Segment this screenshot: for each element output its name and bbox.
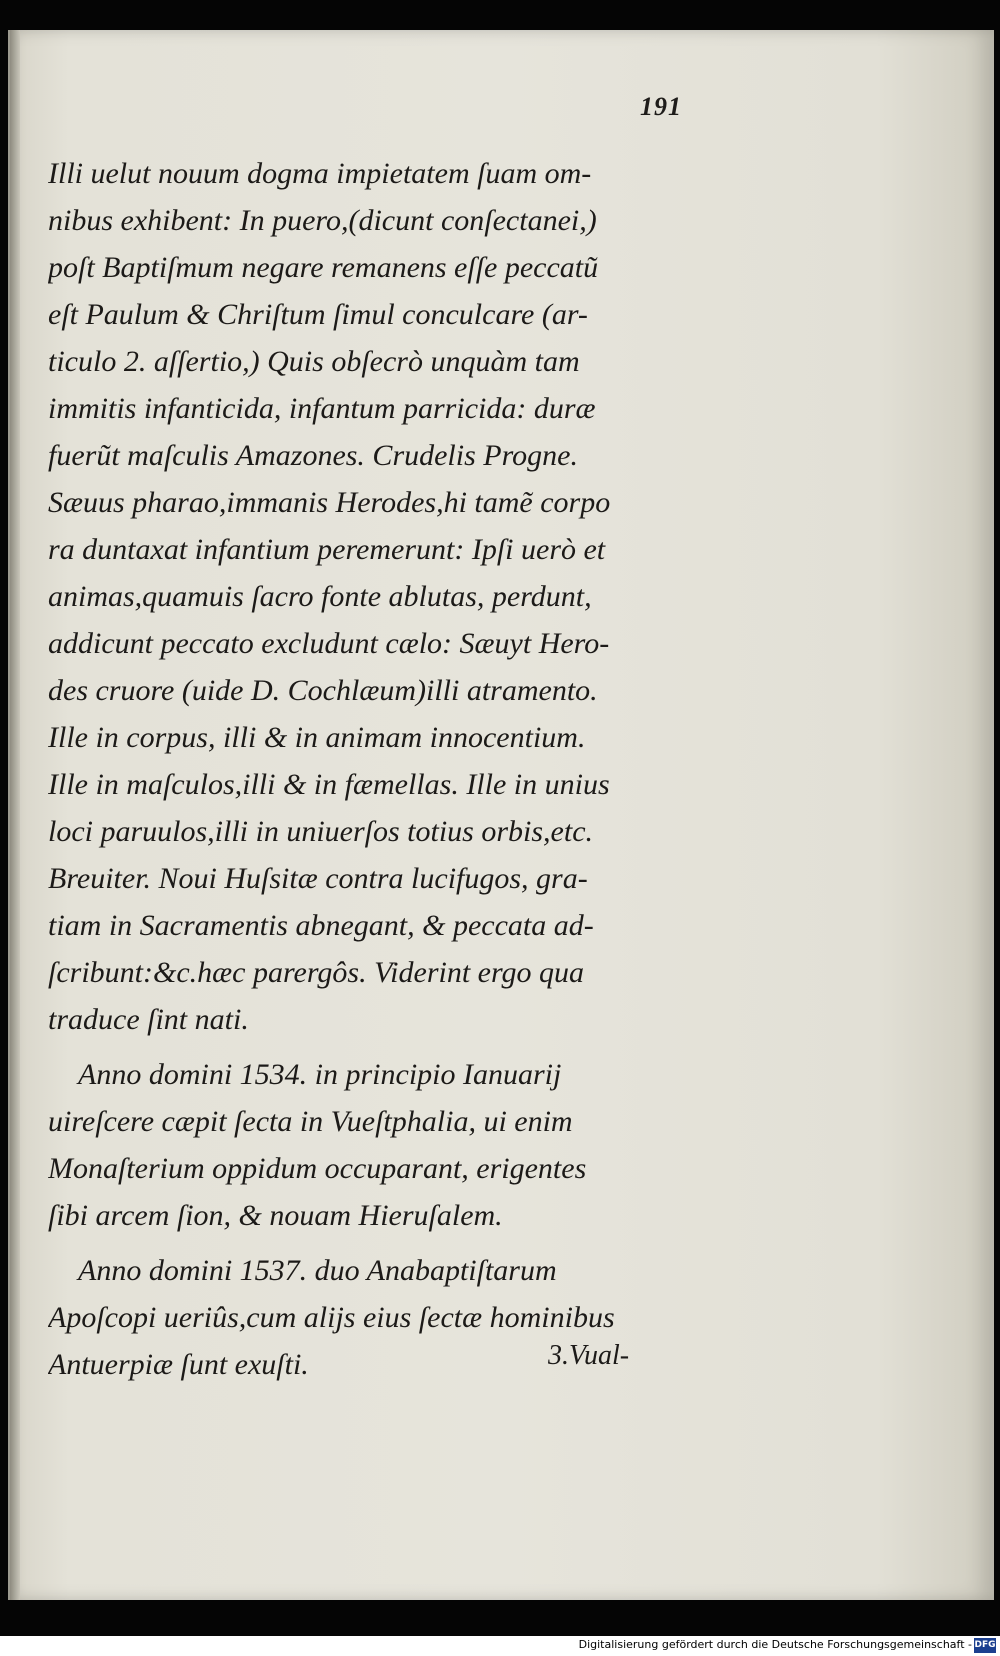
text-line: ra duntaxat infantium peremerunt: Ipſi uerò et: [48, 533, 606, 566]
text-line: ticulo 2. aſſertio,) Quis obſecrò unquàm tam: [48, 345, 580, 378]
text-line: animas,quamuis ſacro fonte ablutas, perdunt,: [48, 580, 592, 613]
digitization-credit: Digitalisierung gefördert durch die Deutsche Forschungsgemeinschaft -: [578, 1638, 972, 1651]
text-line: Anno domini 1534. in principio Ianuarij: [78, 1058, 562, 1091]
text-line: Monaſterium oppidum occuparant, erigentes: [48, 1152, 587, 1185]
text-line: Ille in corpus, illi & in animam innocentium.: [48, 721, 586, 754]
text-line: loci paruulos,illi in uniuerſos totius orbis,etc.: [48, 815, 594, 848]
text-line: tiam in Sacramentis abnegant, & peccata ad-: [48, 909, 594, 942]
text-line: fuerũt maſculis Amazones. Crudelis Progne.: [48, 439, 578, 472]
text-line: Illi uelut nouum dogma impietatem ſuam om-: [48, 157, 592, 190]
text-line: Anno domini 1537. duo Anabaptiſtarum: [78, 1254, 557, 1287]
text-line: ſibi arcem ſion, & nouam Hieruſalem.: [48, 1199, 503, 1232]
text-line: nibus exhibent: In puero,(dicunt conſectanei,): [48, 204, 597, 237]
text-line: addicunt peccato excludunt cælo: Sæuyt Hero-: [48, 627, 610, 660]
text-line: Apoſcopi ueriûs,cum alijs eius ſectæ hominibus: [48, 1301, 615, 1334]
text-line: immitis infanticida, infantum parricida: duræ: [48, 392, 596, 425]
text-line: Sæuus pharao,immanis Herodes,hi tamẽ corpo: [48, 486, 611, 519]
text-line: eſt Paulum & Chriſtum ſimul conculcare (ar-: [48, 298, 588, 331]
text-line: Ille in maſculos,illi & in fæmellas. Ille in unius: [48, 768, 610, 801]
folio-number: 191: [640, 92, 682, 121]
text-line: Antuerpiæ ſunt exuſti.: [48, 1348, 309, 1381]
text-line: ſcribunt:&c.hæc parergôs. Viderint ergo qua: [48, 956, 585, 989]
catchword: 3.Vual-: [548, 1340, 630, 1371]
dfg-logo-icon: DFG: [974, 1638, 996, 1653]
text-block: [48, 150, 698, 1388]
text-line: traduce ſint nati.: [48, 1003, 249, 1036]
text-line: poſt Baptiſmum negare remanens eſſe peccatũ: [48, 251, 599, 284]
text-line: uireſcere cæpit ſecta in Vueſtphalia, ui enim: [48, 1105, 573, 1138]
text-line: des cruore (uide D. Cochlæum)illi atramento.: [48, 674, 598, 707]
text-line: Breuiter. Noui Huſsitæ contra lucifugos, gra-: [48, 862, 588, 895]
page-edge: [10, 30, 20, 1600]
